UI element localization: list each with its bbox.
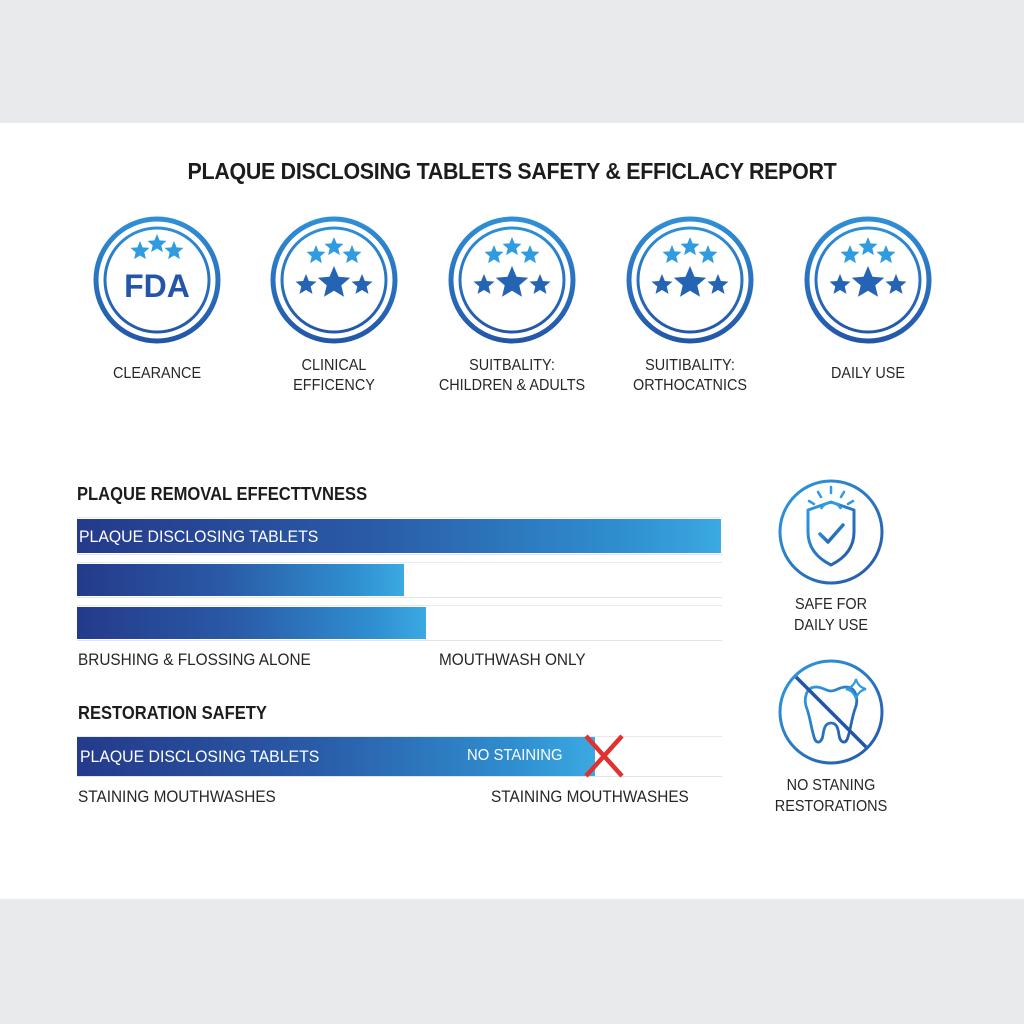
svg-text:FDA: FDA [124,268,190,304]
bar-mouthwash-only [77,607,426,639]
five-stars-seal-icon [447,215,577,345]
badge-label [419,356,605,396]
badge-label-line: SUITBALITY: [469,357,555,374]
side-label-line: NO STANING [786,777,876,794]
bar-brushing-flossing [77,564,404,596]
no-stain-tooth-icon [776,657,886,767]
axis-label-mouthwash: MOUTHWASH ONLY [439,651,586,669]
five-stars-seal-icon [803,215,933,345]
badge-label [597,356,783,396]
axis-label-staining-left: STAINING MOUTHWASHES [78,788,276,806]
restoration-safety-title: RESTORATION SAFETY [78,703,267,723]
side-label-no-staining [757,775,906,817]
red-x-icon [580,733,628,779]
five-stars-seal-icon [625,215,755,345]
side-label-line: RESTORATIONS [774,798,888,815]
bar-plaque-disclosing-tablets [77,519,721,553]
badge-label-line: EFFICENCY [293,377,375,394]
side-label-line: SAFE FOR [794,596,868,613]
badge-label-line: CLINICAL [301,357,367,374]
axis-label-staining-right: STAINING MOUTHWASHES [491,788,689,806]
badge-label-line: DAILY USE [831,365,905,382]
side-label-safe-daily [757,594,906,636]
badge-label-line: CLEARANCE [112,365,202,382]
bar-label: PLAQUE DISCLOSING TABLETS [80,747,320,766]
badge-label [241,356,427,396]
plaque-removal-title: PLAQUE REMOVAL EFFECTTVNESS [77,484,368,504]
badge-label-line: ORTHOCATNICS [632,377,747,394]
page-title: PLAQUE DISCLOSING TABLETS SAFETY & EFFICLACY REPORT [187,158,837,184]
side-label-line: DAILY USE [794,617,868,634]
bar-restoration-tablets [77,737,595,776]
badge-label [64,364,250,384]
shield-check-icon [776,477,886,587]
axis-label-brushing: BRUSHING & FLOSSING ALONE [78,651,311,669]
five-stars-seal-icon [269,215,399,345]
bar-label: PLAQUE DISCLOSING TABLETS [79,527,319,546]
fda-stars-seal-icon [92,215,222,345]
badge-label [775,364,961,384]
badge-label-line: CHILDREN & ADULTS [438,377,586,394]
badge-label-line: SUITIBALITY: [645,357,735,374]
no-staining-label: NO STAINING [467,747,563,764]
